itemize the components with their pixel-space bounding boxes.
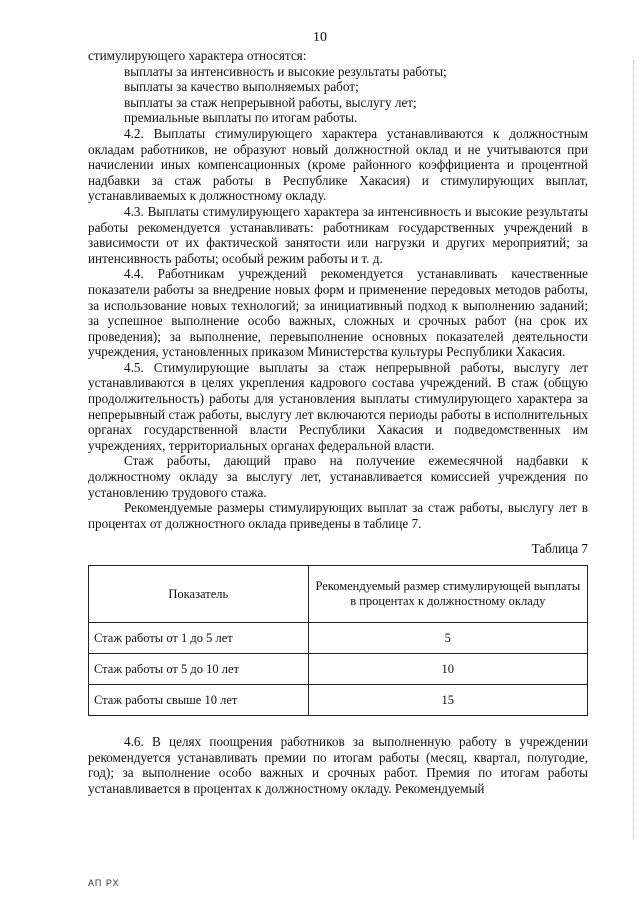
list-item: выплаты за интенсивность и высокие результаты работы;	[124, 63, 447, 79]
table-row	[89, 654, 588, 685]
table-cell-indicator: Стаж работы от 5 до 10 лет	[89, 654, 309, 685]
paragraph-seniority: Стаж работы, дающий право на получение ежемесячной надбавки к должностному окладу за выслугу лет, устанавливается комиссией учреждения по установлению трудового стажа.	[88, 453, 588, 500]
table-cell-indicator: Стаж работы свыше 10 лет	[89, 685, 309, 716]
table-cell-indicator: Стаж работы от 1 до 5 лет	[89, 623, 309, 654]
paragraph-4-3: 4.3. Выплаты стимулирующего характера за интенсивность и высокие результаты работы рекомендуется устанавливать: работникам государственных учреждений в зависимости от их фактической занятости или нагрузки и других мероприятий; за интенсивность работы; особый режим работы и т. д.	[88, 203, 588, 266]
footer-mark: АП РХ	[88, 878, 120, 888]
table-cell-rate: 5	[308, 623, 587, 654]
list-item: выплаты за качество выполняемых работ;	[124, 79, 359, 95]
list-item: выплаты за стаж непрерывной работы, выслугу лет;	[124, 94, 417, 110]
seniority-table	[88, 565, 588, 716]
paragraph-4-4: 4.4. Работникам учреждений рекомендуется устанавливать качественные показатели работы за внедрение новых форм и применение передовых методов работы, за использование новых технологий; за инициативный подход к выполнению заданий; за успешное выполнение особо важных, сложных и срочных работ (на срок их проведения); за выполнение, перевыполнение основных показателей деятельности учреждения, установленных приказом Министерства культуры Республики Хакасия.	[88, 266, 588, 360]
paragraph-4-5: 4.5. Стимулирующие выплаты за стаж непрерывной работы, выслугу лет устанавливаются в целях укрепления кадрового состава учреждений. В стаж (общую продолжительность) работы для установления выплаты стимулирующего характера за непрерывный стаж работы, выслугу лет включаются периоды работы в исполнительных органах государственной власти Республики Хакасия и подведомственных им учреждениях, территориальных органах федеральной власти.	[88, 359, 588, 453]
table-cell-rate: 15	[308, 685, 587, 716]
list-item: премиальные выплаты по итогам работы.	[124, 110, 358, 126]
table-row	[89, 685, 588, 716]
paragraph-4-6: 4.6. В целях поощрения работников за выполненную работу в учреждении рекомендуется устанавливать премии по итогам работы (месяц, квартал, полугодие, год); за выполнение особо важных и срочных работ. Премия по итогам работы устанавливается в процентах к должностному окладу. Рекомендуемый	[88, 734, 588, 796]
table-caption: Таблица 7	[531, 541, 588, 557]
paragraph-table-ref: Рекомендуемые размеры стимулирующих выплат за стаж работы, выслугу лет в процентах от должностного оклада приведены в таблице 7.	[88, 500, 588, 531]
table-cell-rate: 10	[308, 654, 587, 685]
scan-edge-marks	[631, 60, 634, 840]
intro-line: стимулирующего характера относятся:	[88, 48, 307, 63]
table-header-row	[89, 566, 588, 623]
table-row	[89, 623, 588, 654]
document-body	[88, 48, 588, 796]
table-header-rate: Рекомендуемый размер стимулирующей выплаты в процентах к должностному окладу	[308, 566, 587, 623]
table-header-indicator: Показатель	[89, 566, 309, 623]
page-number: 10	[313, 30, 327, 45]
spacer	[88, 716, 588, 734]
paragraph-4-2: 4.2. Выплаты стимулирующего характера устанавливаются к должностным окладам работников, не образуют новый должностной оклад и не учитываются при начислении иных компенсационных (кроме районного коэффициента и процентной надбавки за стаж работы в Республике Хакасия) и стимулирующих выплат, устанавливаемых к должностному окладу.	[88, 125, 588, 204]
